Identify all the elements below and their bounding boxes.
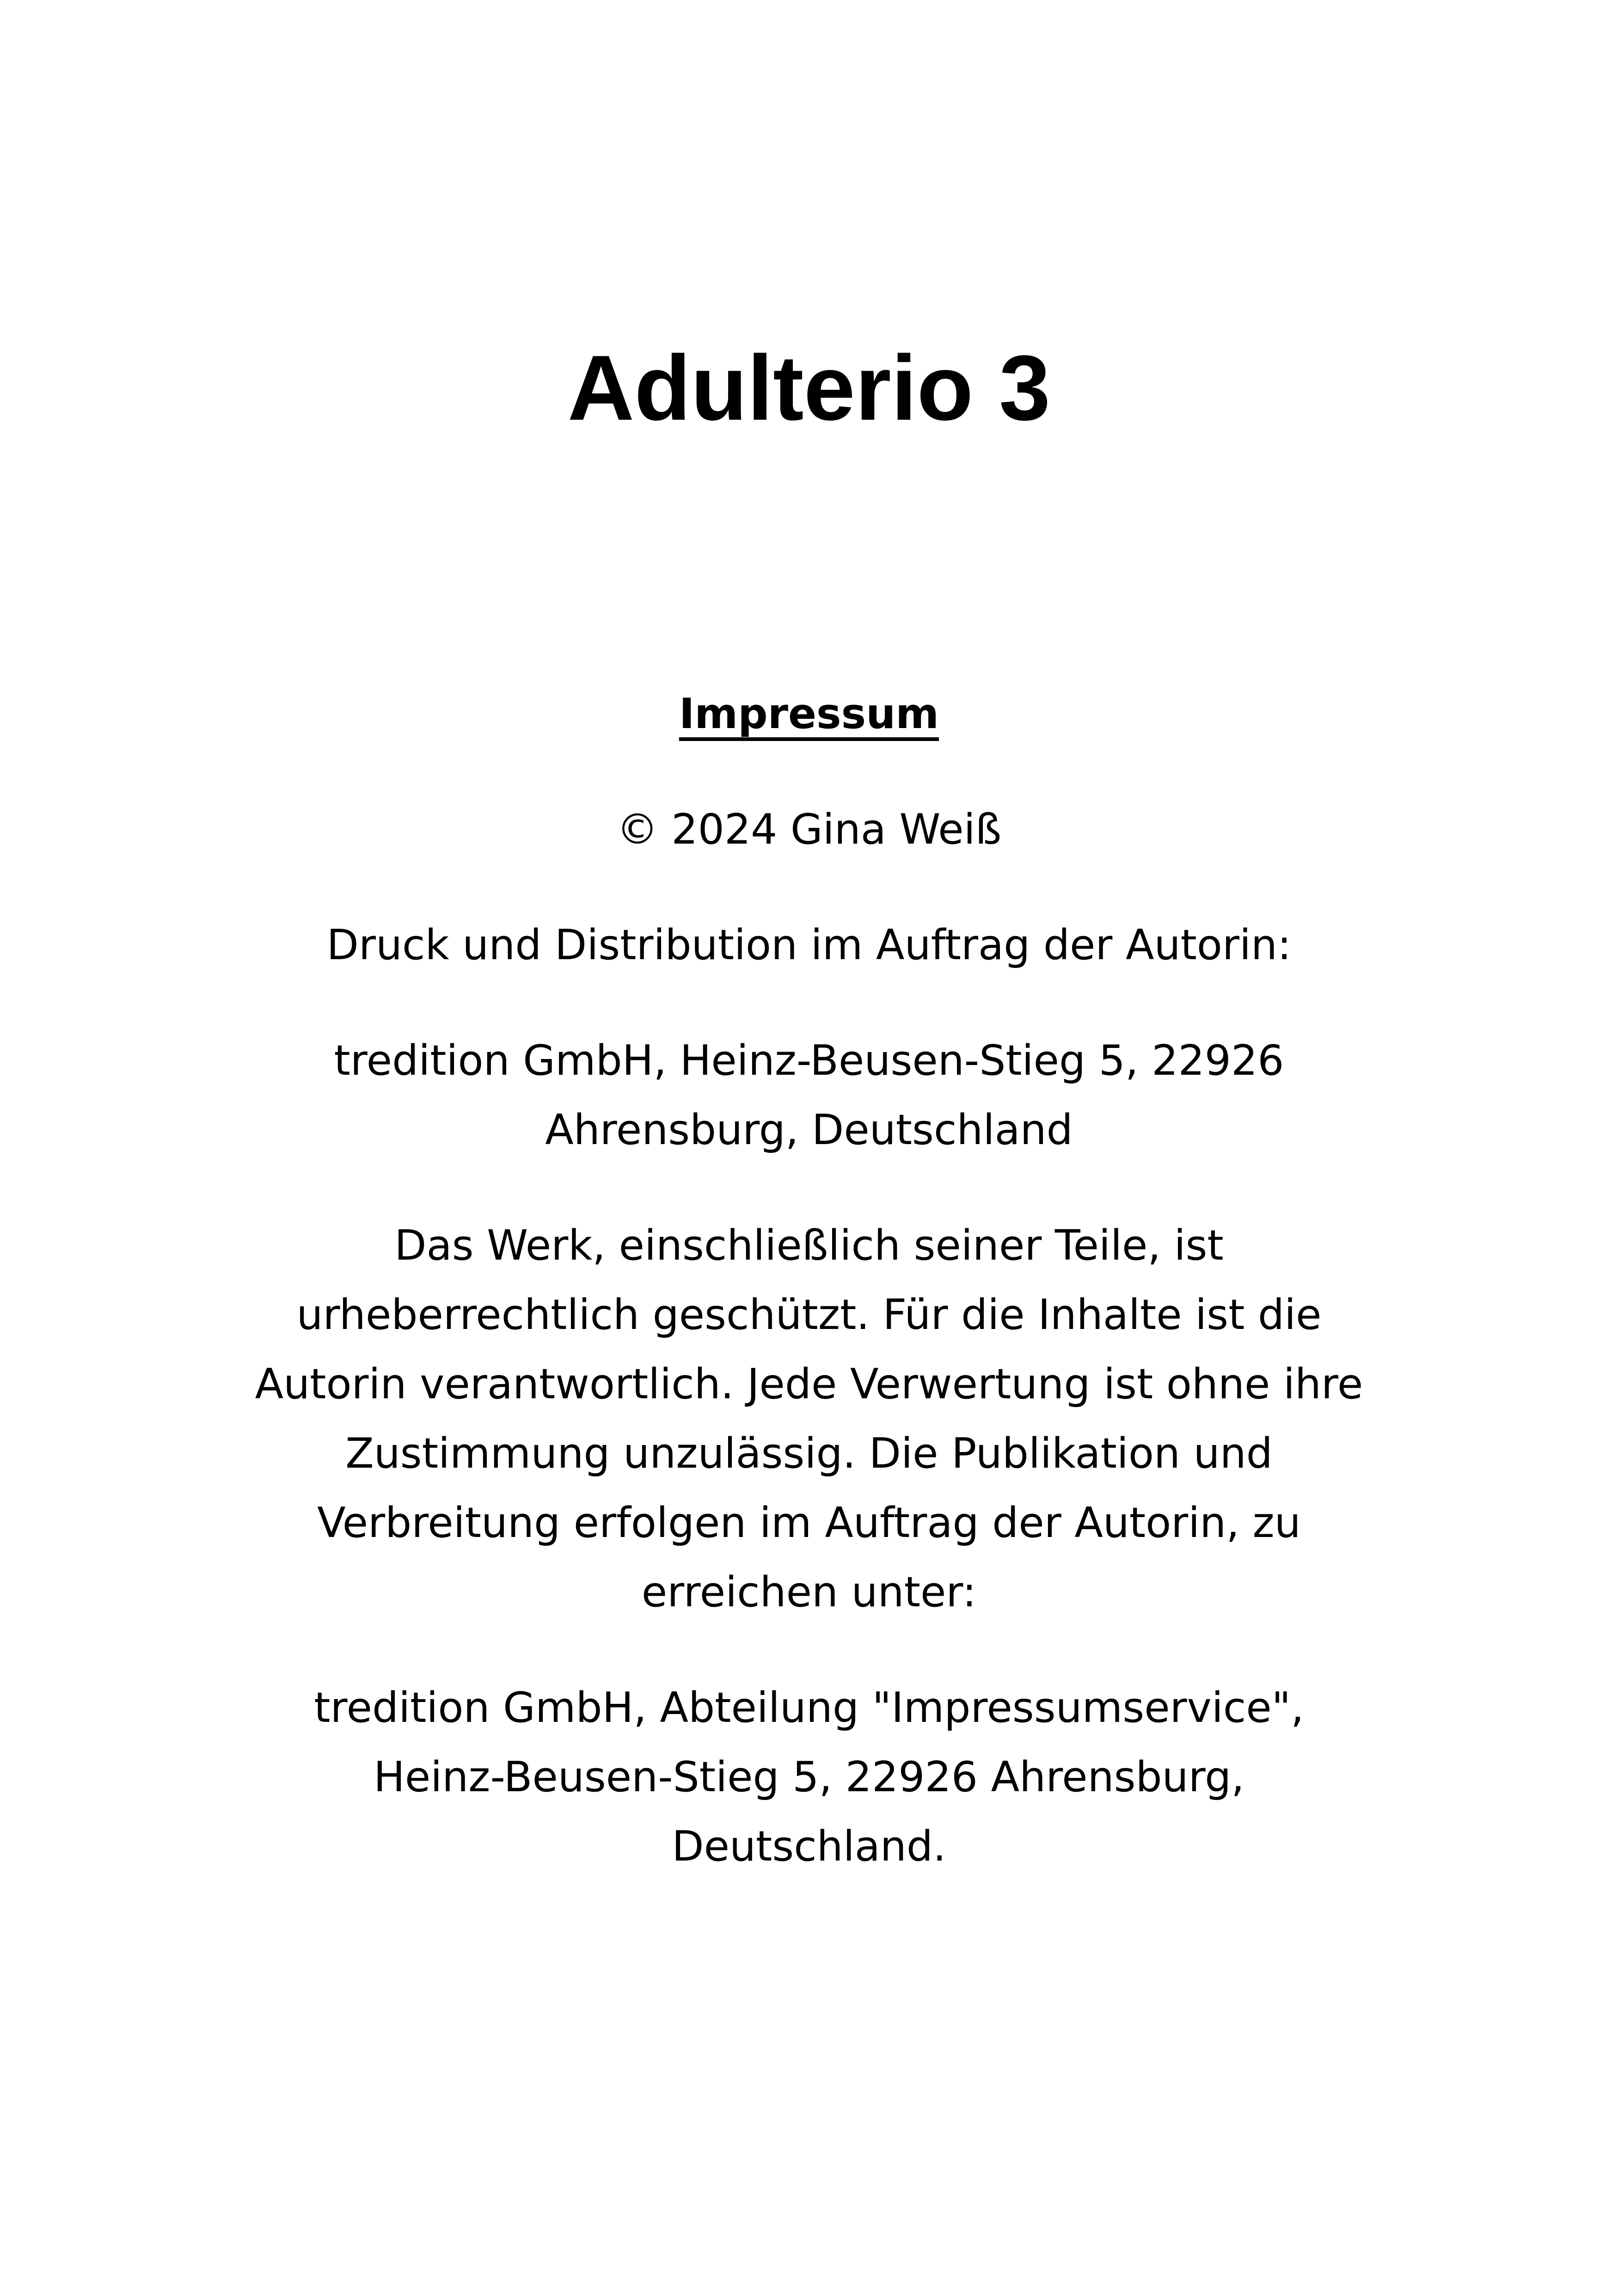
imprint-heading: Impressum [679,690,939,738]
rights-notice: Das Werk, einschließlich seiner Teile, ist urheberrechtlich geschützt. Für die Inhalte ist die Autorin verantwortlich. Jede Verwertung ist ohne ihre Zustimmung unzulässig. Die Publikation und Verbreitung erfolgen im Auftrag der Autorin, zu erreichen unter: [255,1221,1363,1616]
print-distribution-line: Druck und Distribution im Auftrag der Autorin: [326,921,1292,969]
imprint-section [254,680,1364,1928]
contact-address: tredition GmbH, Abteilung "Impressumservice", Heinz-Beusen-Stieg 5, 22926 Ahrensburg, Deutschland. [314,1684,1304,1871]
copyright-line: © 2024 Gina Weiß [616,805,1002,854]
publisher-address: tredition GmbH, Heinz-Beusen-Stieg 5, 22926 Ahrensburg, Deutschland [334,1036,1284,1154]
book-title: Adulterio 3 [567,337,1051,440]
